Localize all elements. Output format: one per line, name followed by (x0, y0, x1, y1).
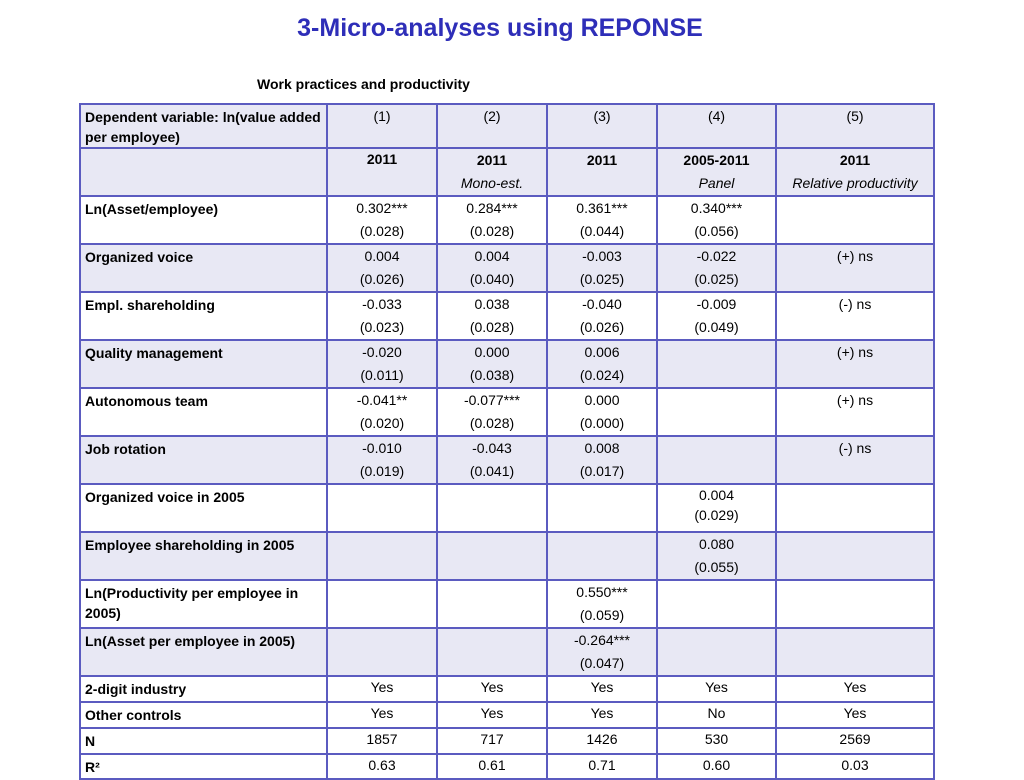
coefficient-value: -0.043 (472, 440, 512, 456)
table-row (80, 580, 934, 628)
table-cell (776, 244, 934, 292)
column-year: 2011 (586, 152, 618, 168)
column-spec-5 (776, 148, 934, 196)
coefficient-value: -0.020 (362, 344, 402, 360)
coefficient-value: -0.041** (356, 392, 408, 408)
table-cell (327, 196, 437, 244)
table-cell (437, 388, 547, 436)
table-cell (657, 702, 776, 728)
table-cell (547, 702, 657, 728)
coefficient-value: -0.040 (582, 296, 622, 312)
coefficient-value: 0.340*** (690, 200, 743, 216)
table-cell (437, 754, 547, 779)
column-method (328, 169, 436, 192)
footer-value: 1857 (366, 731, 398, 747)
standard-error: (0.056) (694, 223, 739, 239)
table-cell (327, 436, 437, 484)
row-label: Organized voice (80, 244, 327, 292)
table-cell (437, 702, 547, 728)
table-cell (547, 388, 657, 436)
table-cell (437, 196, 547, 244)
table-cell (547, 436, 657, 484)
row-label: Quality management (80, 340, 327, 388)
standard-error: (0.041) (469, 463, 515, 479)
standard-error: (0.055) (694, 559, 739, 575)
table-cell (657, 754, 776, 779)
standard-error: (0.040) (469, 271, 515, 287)
column-method (548, 172, 656, 195)
coefficient-value: 0.000 (584, 392, 620, 408)
table-cell (437, 728, 547, 754)
coefficient-value: (+) ns (836, 248, 874, 264)
column-year: 2011 (476, 152, 508, 168)
standard-error: (0.026) (579, 319, 625, 335)
row-label: N (80, 728, 327, 754)
standard-error: (0.011) (360, 367, 404, 383)
standard-error: (0.000) (579, 415, 625, 431)
header-row-columns (80, 104, 934, 148)
table-cell (657, 532, 776, 580)
row-label: Other controls (80, 702, 327, 728)
standard-error: (0.026) (359, 271, 405, 287)
table-cell (437, 436, 547, 484)
table-row (80, 728, 934, 754)
footer-value: 0.63 (368, 757, 396, 773)
table-cell (657, 484, 776, 532)
table-cell (547, 532, 657, 580)
footer-value: 2569 (839, 731, 871, 747)
table-cell (776, 340, 934, 388)
table-cell (776, 580, 934, 628)
row-label: Employee shareholding in 2005 (80, 532, 327, 580)
coefficient-value: 0.302*** (356, 200, 408, 216)
table-cell (776, 532, 934, 580)
row-label: Autonomous team (80, 388, 327, 436)
table-cell (327, 702, 437, 728)
coefficient-value: (-) ns (838, 296, 872, 312)
table-cell (327, 484, 437, 532)
table-row (80, 340, 934, 388)
row-label: Ln(Asset/employee) (80, 196, 327, 244)
table-cell (437, 292, 547, 340)
table-cell (547, 676, 657, 702)
footer-value: 1426 (586, 731, 618, 747)
coefficient-value: -0.022 (696, 248, 737, 264)
column-year: 2011 (366, 151, 398, 167)
table-cell (327, 292, 437, 340)
table-footer (80, 676, 934, 779)
table-cell (657, 244, 776, 292)
standard-error: (0.029) (694, 507, 739, 523)
row-label: Ln(Asset per employee in 2005) (80, 628, 327, 676)
coefficient-value: 0.361*** (576, 200, 628, 216)
coefficient-value: (-) ns (838, 440, 872, 456)
table-cell (327, 580, 437, 628)
footer-value: 530 (704, 731, 729, 747)
table-cell (437, 676, 547, 702)
standard-error: (0.044) (579, 223, 625, 239)
dependent-variable-label: Dependent variable: ln(value added per employee) (80, 104, 327, 148)
row-label: Ln(Productivity per employee in 2005) (80, 580, 327, 628)
footer-value: 717 (480, 731, 504, 747)
standard-error: (0.025) (694, 271, 739, 287)
table-cell (776, 436, 934, 484)
footer-value: 0.03 (841, 757, 869, 773)
table-cell (776, 388, 934, 436)
column-year: 2005-2011 (683, 152, 750, 168)
standard-error: (0.028) (469, 223, 515, 239)
coefficient-value: 0.550*** (576, 584, 628, 600)
table-cell (327, 676, 437, 702)
footer-value: 0.60 (702, 757, 731, 773)
coefficient-value: 0.006 (584, 344, 620, 360)
coefficient-value: -0.003 (582, 248, 622, 264)
coefficient-value: 0.004 (364, 248, 400, 264)
table-cell (776, 728, 934, 754)
table-row (80, 676, 934, 702)
column-spec-2 (437, 148, 547, 196)
table-row (80, 436, 934, 484)
coefficient-value: 0.008 (584, 440, 620, 456)
standard-error: (0.028) (469, 319, 515, 335)
footer-value: Yes (480, 705, 504, 721)
header-row-specs (80, 148, 934, 196)
coefficient-value: -0.009 (696, 296, 737, 312)
page-title: 3-Micro-analyses using REPONSE (297, 14, 703, 42)
column-method: Mono-est. (460, 175, 524, 191)
table-cell (547, 196, 657, 244)
coefficient-value: -0.010 (362, 440, 402, 456)
table-cell (547, 728, 657, 754)
table-body (80, 196, 934, 676)
table-cell (437, 340, 547, 388)
row-label: R² (80, 754, 327, 779)
table-row (80, 196, 934, 244)
table-cell (437, 244, 547, 292)
table-cell (657, 580, 776, 628)
footer-value: Yes (843, 705, 867, 721)
table-cell (657, 628, 776, 676)
standard-error: (0.023) (359, 319, 405, 335)
table-cell (776, 196, 934, 244)
table-cell (657, 676, 776, 702)
footer-value: 0.71 (588, 757, 616, 773)
table-cell (437, 628, 547, 676)
footer-value: Yes (370, 705, 394, 721)
table-row (80, 244, 934, 292)
regression-table (79, 103, 935, 780)
table-cell (547, 580, 657, 628)
coefficient-value: -0.264*** (573, 632, 631, 648)
table-row (80, 702, 934, 728)
table-row (80, 628, 934, 676)
table-cell (776, 676, 934, 702)
footer-value: Yes (705, 679, 728, 695)
table-cell (776, 754, 934, 779)
standard-error: (0.028) (359, 223, 405, 239)
table-row (80, 754, 934, 779)
table-cell (776, 484, 934, 532)
footer-value: Yes (590, 679, 614, 695)
table-cell (327, 754, 437, 779)
table-cell (437, 532, 547, 580)
table-caption: Work practices and productivity (257, 76, 470, 92)
row-label: Organized voice in 2005 (80, 484, 327, 532)
column-method: Relative productivity (792, 175, 918, 191)
table-cell (547, 244, 657, 292)
table-cell (657, 436, 776, 484)
row-label: Empl. shareholding (80, 292, 327, 340)
table-cell (327, 628, 437, 676)
table-cell (776, 702, 934, 728)
footer-value: Yes (843, 679, 867, 695)
standard-error: (0.059) (579, 607, 625, 623)
coefficient-value: 0.080 (698, 536, 735, 552)
table-cell (657, 388, 776, 436)
column-header-3: (3) (593, 108, 611, 124)
table-cell (327, 728, 437, 754)
column-year: 2011 (839, 152, 871, 168)
table-cell (437, 580, 547, 628)
column-spec-3 (547, 148, 657, 196)
standard-error: (0.038) (469, 367, 515, 383)
table-cell (547, 340, 657, 388)
coefficient-value: 0.004 (698, 487, 735, 503)
table-cell (327, 244, 437, 292)
table-cell (776, 628, 934, 676)
column-method: Panel (698, 175, 735, 191)
table-row (80, 388, 934, 436)
table-cell (547, 484, 657, 532)
table-cell (657, 292, 776, 340)
column-spec-4 (657, 148, 776, 196)
table-cell (437, 484, 547, 532)
column-header-5: (5) (846, 108, 864, 124)
coefficient-value: (+) ns (836, 344, 874, 360)
footer-value: No (707, 705, 726, 721)
table-cell (547, 754, 657, 779)
coefficient-value: 0.038 (474, 296, 510, 312)
table-cell (657, 340, 776, 388)
coefficient-value: 0.004 (474, 248, 510, 264)
standard-error: (0.025) (579, 271, 625, 287)
footer-value: 0.61 (478, 757, 506, 773)
table-cell (327, 532, 437, 580)
column-header-1: (1) (373, 108, 391, 124)
column-header-4: (4) (707, 108, 726, 124)
coefficient-value: -0.077*** (463, 392, 521, 408)
standard-error: (0.017) (579, 463, 625, 479)
footer-value: Yes (370, 679, 394, 695)
column-header-2: (2) (483, 108, 501, 124)
standard-error: (0.024) (579, 367, 625, 383)
row-label: Job rotation (80, 436, 327, 484)
coefficient-value: (+) ns (836, 392, 874, 408)
table-cell (327, 388, 437, 436)
standard-error: (0.019) (359, 463, 405, 479)
footer-value: Yes (480, 679, 504, 695)
table-cell (327, 340, 437, 388)
table-row (80, 292, 934, 340)
table-cell (547, 292, 657, 340)
standard-error: (0.047) (579, 655, 625, 671)
footer-value: Yes (590, 705, 614, 721)
standard-error: (0.020) (359, 415, 405, 431)
header-spec-label (80, 148, 327, 196)
row-label: 2-digit industry (80, 676, 327, 702)
standard-error: (0.028) (469, 415, 515, 431)
table-cell (547, 628, 657, 676)
coefficient-value: 0.000 (474, 344, 510, 360)
table-row (80, 484, 934, 532)
table-row (80, 532, 934, 580)
table-cell (776, 292, 934, 340)
column-spec-1 (327, 148, 437, 196)
table-cell (657, 196, 776, 244)
standard-error: (0.049) (694, 319, 739, 335)
coefficient-value: 0.284*** (466, 200, 518, 216)
coefficient-value: -0.033 (362, 296, 402, 312)
table-cell (657, 728, 776, 754)
